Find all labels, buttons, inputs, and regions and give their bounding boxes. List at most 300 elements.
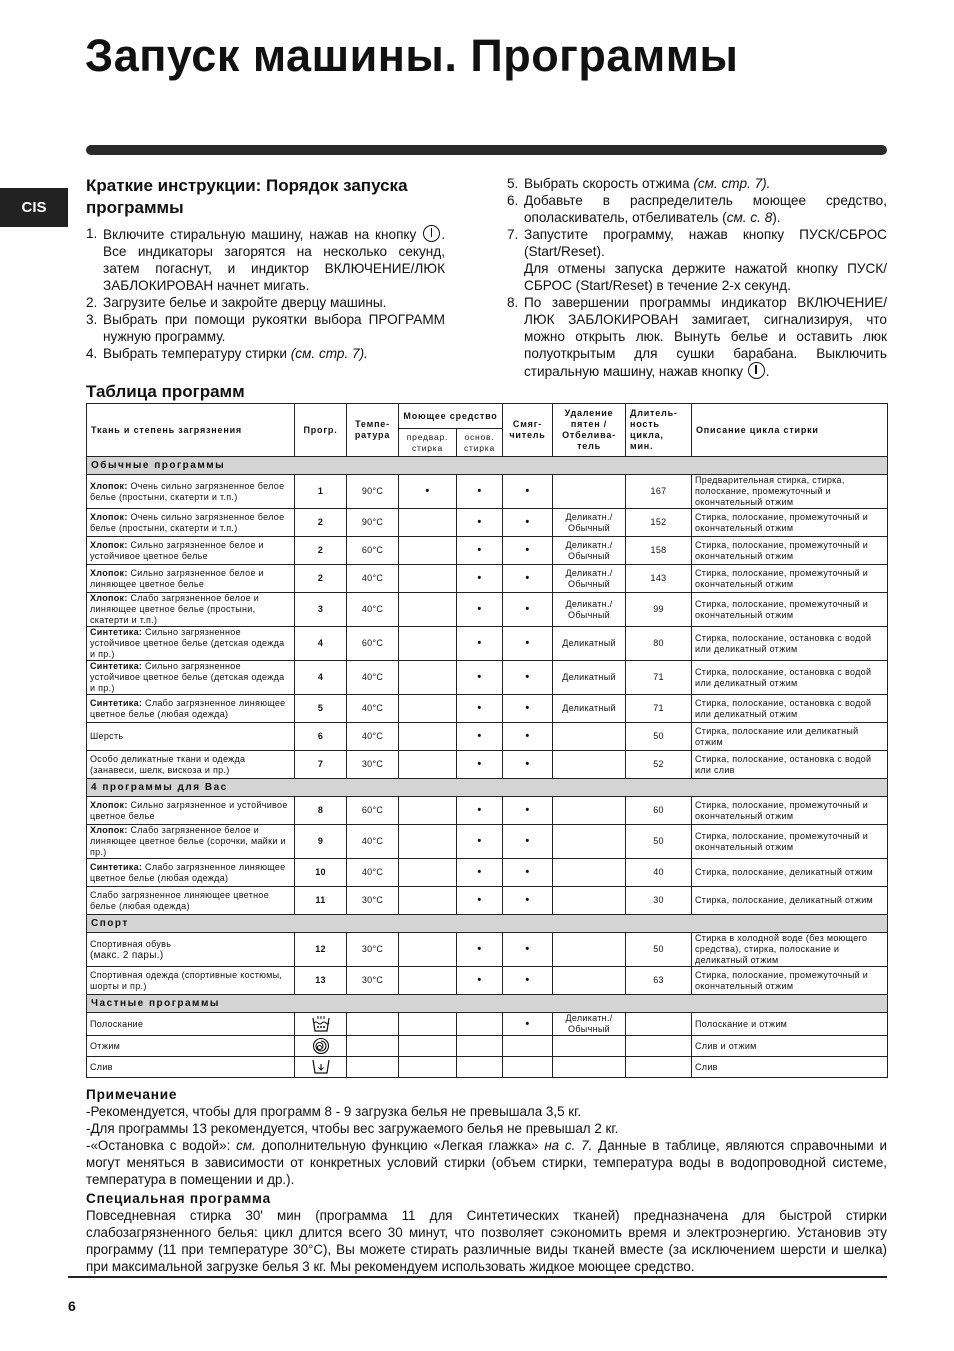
softener-cell: • xyxy=(503,565,553,593)
table-heading: Таблица программ xyxy=(86,382,245,401)
program-cell: 5 xyxy=(295,695,347,723)
spin-icon xyxy=(297,1037,344,1055)
step-5 xyxy=(507,175,887,192)
description-cell: Стирка, полоскание, промежуточный и окончательный отжим xyxy=(692,593,888,627)
mainwash-cell xyxy=(457,1057,503,1078)
prewash-cell xyxy=(399,661,457,695)
fabric-text: Слабо загрязненное белое и линяющее цветное белье (простыни, скатерти и т.п.) xyxy=(90,593,260,625)
table-row xyxy=(87,825,888,859)
fabric-type: Хлопок: xyxy=(90,511,128,522)
temperature-cell: 40°C xyxy=(347,723,399,751)
prewash-cell xyxy=(399,825,457,859)
program-cell: 2 xyxy=(295,509,347,537)
fabric-text: Очень сильно загрязненное белое белье (простыни, скатерти и т.п.) xyxy=(90,480,285,502)
mainwash-cell: • xyxy=(457,859,503,887)
program-cell: 2 xyxy=(295,565,347,593)
table-row xyxy=(87,1036,888,1057)
description-cell: Стирка, полоскание, остановка с водой или деликатный отжим xyxy=(692,627,888,661)
temperature-cell: 60°C xyxy=(347,797,399,825)
description-cell: Стирка, полоскание, промежуточный и окончательный отжим xyxy=(692,797,888,825)
note-line: -Рекомендуется, чтобы для программ 8 - 9 загрузка белья не превышала 3,5 кг. xyxy=(86,1104,582,1119)
step-3 xyxy=(86,311,445,345)
step-text: Загрузите белье и закройте дверцу машины. xyxy=(103,295,387,310)
description-cell: Полоскание и отжим xyxy=(692,1013,888,1036)
description-cell: Слив xyxy=(692,1057,888,1078)
prewash-cell xyxy=(399,751,457,779)
mainwash-cell: • xyxy=(457,509,503,537)
section-title: Частные программы xyxy=(87,995,888,1013)
fabric-cell xyxy=(87,475,295,509)
step-text: Выбрать температуру стирки xyxy=(103,346,287,361)
fabric-type: Хлопок: xyxy=(90,825,128,835)
description-cell: Стирка, полоскание, промежуточный и окончательный отжим xyxy=(692,565,888,593)
temperature-cell: 60°C xyxy=(347,537,399,565)
table-row xyxy=(87,967,888,995)
description-cell: Стирка, полоскание или деликатный отжим xyxy=(692,723,888,751)
program-cell: 4 xyxy=(295,661,347,695)
step-2 xyxy=(86,294,445,311)
prewash-cell xyxy=(399,593,457,627)
col-program: Прогр. xyxy=(295,404,347,457)
stain-removal-cell xyxy=(553,933,626,967)
temperature-cell: 30°C xyxy=(347,967,399,995)
fabric-type: Хлопок: xyxy=(90,480,128,491)
softener-cell: • xyxy=(503,695,553,723)
mainwash-cell xyxy=(457,1013,503,1036)
fabric-cell xyxy=(87,933,295,967)
description-cell: Стирка, полоскание, деликатный отжим xyxy=(692,859,888,887)
stain-removal-cell xyxy=(553,1057,626,1078)
duration-cell: 158 xyxy=(626,537,692,565)
step-text: Включите стиральную машину, нажав на кнопку xyxy=(103,227,417,242)
step-number: 3. xyxy=(86,312,98,327)
description-cell: Стирка, полоскание, промежуточный и окончательный отжим xyxy=(692,537,888,565)
table-row xyxy=(87,661,888,695)
prewash-cell xyxy=(399,859,457,887)
note-text: -«Остановка с водой»: xyxy=(86,1138,231,1153)
fabric-type: Хлопок: xyxy=(90,799,128,810)
table-row xyxy=(87,695,888,723)
section-row xyxy=(87,779,888,797)
stain-removal-cell xyxy=(553,967,626,995)
fabric-text: Слабо загрязненное линяющее цветное белье (любая одежда) xyxy=(90,861,286,883)
col-fabric: Ткань и степень загрязнения xyxy=(87,404,295,457)
duration-cell: 167 xyxy=(626,475,692,509)
mainwash-cell: • xyxy=(457,797,503,825)
softener-cell: • xyxy=(503,797,553,825)
stain-removal-cell: Деликатн./ Обычный xyxy=(553,509,626,537)
fabric-text: Спортивная обувь xyxy=(90,938,172,949)
description-cell: Стирка, полоскание, промежуточный и окончательный отжим xyxy=(692,509,888,537)
mainwash-cell: • xyxy=(457,475,503,509)
drain-icon xyxy=(297,1058,344,1076)
power-icon xyxy=(423,225,440,242)
softener-cell: • xyxy=(503,751,553,779)
prewash-cell xyxy=(399,887,457,915)
table-row xyxy=(87,859,888,887)
mainwash-cell: • xyxy=(457,537,503,565)
table-row xyxy=(87,627,888,661)
notes-section xyxy=(86,1086,887,1275)
col-softener: Смяг-читель xyxy=(503,404,553,457)
step-text: Выбрать скорость отжима xyxy=(524,176,690,191)
softener-cell: • xyxy=(503,1013,553,1036)
stain-removal-cell: Деликатный xyxy=(553,627,626,661)
temperature-cell xyxy=(347,1036,399,1057)
program-cell: 2 xyxy=(295,537,347,565)
description-cell: Предварительная стирка, стирка, полоскание, промежуточный и окончательный отжим xyxy=(692,475,888,509)
mainwash-cell: • xyxy=(457,751,503,779)
softener-cell: • xyxy=(503,593,553,627)
step-text: Добавьте в распределитель моющее средство, ополаскиватель, отбеливатель ( xyxy=(524,193,887,225)
mainwash-cell: • xyxy=(457,593,503,627)
section-title: 4 программы для Вас xyxy=(87,779,888,797)
fabric-text: Слабо загрязненное линяющее цветное белье (любая одежда) xyxy=(90,697,286,719)
fabric-type: Синтетика: xyxy=(90,627,143,637)
mainwash-cell: • xyxy=(457,661,503,695)
fabric-text: Сильно загрязненное и устойчивое цветное белье xyxy=(90,799,288,821)
stain-removal-cell: Деликатный xyxy=(553,661,626,695)
step-number: 2. xyxy=(86,295,98,310)
fabric-cell xyxy=(87,661,295,695)
table-row xyxy=(87,887,888,915)
fabric-text: Слабо загрязненное линяющее цветное белье (любая одежда) xyxy=(90,889,269,911)
quick-instructions-heading: Краткие инструкции: Порядок запуска программы xyxy=(86,176,408,217)
steps-list-right xyxy=(507,175,887,380)
temperature-cell: 40°C xyxy=(347,565,399,593)
duration-cell: 80 xyxy=(626,627,692,661)
fabric-text: Сильно загрязненное белое и линяющее цветное белье xyxy=(90,567,264,589)
rinse-icon xyxy=(297,1015,344,1033)
duration-cell: 71 xyxy=(626,661,692,695)
step-text: ). xyxy=(772,210,781,225)
temperature-cell: 90°C xyxy=(347,509,399,537)
program-cell: 9 xyxy=(295,825,347,859)
duration-cell: 52 xyxy=(626,751,692,779)
prewash-cell xyxy=(399,797,457,825)
section-row xyxy=(87,915,888,933)
fabric-text: Слив xyxy=(90,1061,113,1072)
mainwash-cell: • xyxy=(457,565,503,593)
stain-removal-cell xyxy=(553,859,626,887)
fabric-cell xyxy=(87,593,295,627)
softener-cell: • xyxy=(503,825,553,859)
fabric-cell xyxy=(87,695,295,723)
fabric-type: Синтетика: xyxy=(90,697,143,708)
step-number: 1. xyxy=(86,226,98,241)
note-ref: см. xyxy=(236,1138,256,1153)
duration-cell: 40 xyxy=(626,859,692,887)
fabric-type: Синтетика: xyxy=(90,861,143,872)
softener-cell: • xyxy=(503,887,553,915)
softener-cell: • xyxy=(503,933,553,967)
table-row xyxy=(87,723,888,751)
prewash-cell xyxy=(399,1057,457,1078)
softener-cell: • xyxy=(503,509,553,537)
col-stain-removal: Удаление пятен / Отбелива-тель xyxy=(553,404,626,457)
table-row xyxy=(87,565,888,593)
duration-cell: 50 xyxy=(626,723,692,751)
step-text: . Все индикаторы загорятся на несколько секунд, затем погаснут, и индиктор ВКЛЮЧЕНИЕ/ЛЮК ЗАБЛОКИРОВАН начнет мигать. xyxy=(103,227,445,293)
temperature-cell: 40°C xyxy=(347,859,399,887)
fabric-text: Очень сильно загрязненное белое белье (простыни, скатерти и т.п.) xyxy=(90,511,285,533)
program-cell: 11 xyxy=(295,887,347,915)
special-program-text: Повседневная стирка 30' мин (программа 11 для Синтетических тканей) предназначена для быстрой стирки слабозагрязненного белья: цикл длится всего 30 минут, что позволяет сэкономить время и электроэнергию. Установив эту программу (11 при температуре 30°C), Вы можете стирать различные виды тканей вместе (за исключением шерсти и шелка) при максимальной загрузке белья 3 кг. Мы рекомендуем использовать жидкое моющее средство. xyxy=(86,1208,887,1274)
footer-rule xyxy=(68,1276,887,1278)
description-cell: Стирка, полоскание, деликатный отжим xyxy=(692,887,888,915)
temperature-cell: 90°C xyxy=(347,475,399,509)
fabric-type: Хлопок: xyxy=(90,539,128,550)
col-prewash: предвар. стирка xyxy=(399,429,457,457)
fabric-cell xyxy=(87,565,295,593)
fabric-text: Спортивная одежда (спортивные костюмы, шорты и пр.) xyxy=(90,969,283,991)
step-number: 7. xyxy=(507,227,519,242)
prewash-cell xyxy=(399,627,457,661)
temperature-cell: 60°C xyxy=(347,627,399,661)
note-line: -Для программы 13 рекомендуется, чтобы вес загружаемого белья не превышал 2 кг. xyxy=(86,1121,619,1136)
note-text: дополнительную функцию «Легкая глажка» xyxy=(261,1138,539,1153)
stain-removal-cell: Деликатн./ Обычный xyxy=(553,1013,626,1036)
softener-cell: • xyxy=(503,859,553,887)
table-row xyxy=(87,797,888,825)
section-title: Спорт xyxy=(87,915,888,933)
duration-cell xyxy=(626,1013,692,1036)
col-description: Описание цикла стирки xyxy=(692,404,888,457)
fabric-cell xyxy=(87,1057,295,1078)
col-mainwash: основ. стирка xyxy=(457,429,503,457)
power-icon xyxy=(748,362,765,379)
prewash-cell xyxy=(399,967,457,995)
fabric-cell xyxy=(87,1013,295,1036)
description-cell: Слив и отжим xyxy=(692,1036,888,1057)
fabric-cell xyxy=(87,751,295,779)
fabric-type: Хлопок: xyxy=(90,567,128,578)
step-text: Выбрать при помощи рукоятки выбора ПРОГРАММ нужную программу. xyxy=(103,312,445,344)
temperature-cell: 40°C xyxy=(347,661,399,695)
table-row xyxy=(87,1057,888,1078)
fabric-text: Сильно загрязненное устойчивое цветное белье (детская одежда и пр.) xyxy=(90,627,285,659)
stain-removal-cell: Деликатн./ Обычный xyxy=(553,565,626,593)
duration-cell: 50 xyxy=(626,933,692,967)
stain-removal-cell xyxy=(553,751,626,779)
mainwash-cell: • xyxy=(457,887,503,915)
programs-table xyxy=(86,403,888,1078)
fabric-text: Сильно загрязненное белое и устойчивое цветное белье xyxy=(90,539,264,561)
temperature-cell: 30°C xyxy=(347,933,399,967)
program-cell xyxy=(295,1013,347,1036)
col-temperature: Темпе-ратура xyxy=(347,404,399,457)
duration-cell: 143 xyxy=(626,565,692,593)
stain-removal-cell xyxy=(553,825,626,859)
step-text: . xyxy=(765,364,770,379)
step-7 xyxy=(507,226,887,294)
step-text: Запустите программу, нажав кнопку ПУСК/СБРОС (Start/Reset). xyxy=(524,227,887,259)
note-text: Данные в таблице, являются справочными и могут меняться в зависимости от конкретных условий стирки (объем стирки, температура воды в водопроводной системе, температура в помещении и др.). xyxy=(86,1138,887,1187)
temperature-cell xyxy=(347,1057,399,1078)
page-reference: (см. стр. 7). xyxy=(693,176,771,191)
program-cell xyxy=(295,1057,347,1078)
mainwash-cell: • xyxy=(457,723,503,751)
duration-cell: 30 xyxy=(626,887,692,915)
fabric-cell xyxy=(87,723,295,751)
softener-cell: • xyxy=(503,723,553,751)
stain-removal-cell xyxy=(553,1036,626,1057)
description-cell: Стирка, полоскание, остановка с водой или деликатный отжим xyxy=(692,695,888,723)
page-number: 6 xyxy=(68,1298,76,1314)
step-number: 5. xyxy=(507,176,519,191)
notes-heading: Примечание xyxy=(86,1087,178,1102)
header-rule xyxy=(86,145,887,155)
prewash-cell xyxy=(399,1036,457,1057)
stain-removal-cell: Деликатн./ Обычный xyxy=(553,593,626,627)
mainwash-cell xyxy=(457,1036,503,1057)
description-cell: Стирка, полоскание, промежуточный и окончательный отжим xyxy=(692,825,888,859)
fabric-text: Слабо загрязненное белое и линяющее цветное белье (сорочки, майки и пр.) xyxy=(90,825,286,857)
section-row xyxy=(87,457,888,475)
duration-cell: 99 xyxy=(626,593,692,627)
special-program-heading: Специальная программа xyxy=(86,1191,271,1206)
prewash-cell xyxy=(399,565,457,593)
fabric-cell xyxy=(87,825,295,859)
temperature-cell xyxy=(347,1013,399,1036)
program-cell: 4 xyxy=(295,627,347,661)
fabric-cell xyxy=(87,509,295,537)
section-title: Обычные программы xyxy=(87,457,888,475)
duration-cell: 60 xyxy=(626,797,692,825)
stain-removal-cell xyxy=(553,887,626,915)
duration-cell: 152 xyxy=(626,509,692,537)
temperature-cell: 30°C xyxy=(347,751,399,779)
section-row xyxy=(87,995,888,1013)
steps-list-left xyxy=(86,225,445,362)
table-row xyxy=(87,1013,888,1036)
duration-cell xyxy=(626,1057,692,1078)
program-cell: 8 xyxy=(295,797,347,825)
mainwash-cell: • xyxy=(457,967,503,995)
table-row xyxy=(87,475,888,509)
softener-cell xyxy=(503,1057,553,1078)
stain-removal-cell: Деликатн./ Обычный xyxy=(553,537,626,565)
page-title: Запуск машины. Программы xyxy=(85,30,739,81)
note-ref: на с. 7. xyxy=(544,1138,593,1153)
program-cell: 1 xyxy=(295,475,347,509)
softener-cell: • xyxy=(503,967,553,995)
fabric-note: (макс. 2 пары.) xyxy=(90,949,164,961)
duration-cell: 71 xyxy=(626,695,692,723)
softener-cell: • xyxy=(503,537,553,565)
step-1 xyxy=(86,225,445,294)
mainwash-cell: • xyxy=(457,627,503,661)
temperature-cell: 30°C xyxy=(347,887,399,915)
mainwash-cell: • xyxy=(457,933,503,967)
description-cell: Стирка, полоскание, остановка с водой или слив xyxy=(692,751,888,779)
step-number: 6. xyxy=(507,193,519,208)
fabric-type: Синтетика: xyxy=(90,661,143,671)
fabric-text: Сильно загрязненное устойчивое цветное белье (детская одежда и пр.) xyxy=(90,661,285,693)
description-cell: Стирка, полоскание, остановка с водой или деликатный отжим xyxy=(692,661,888,695)
duration-cell: 50 xyxy=(626,825,692,859)
table-row xyxy=(87,751,888,779)
program-cell: 7 xyxy=(295,751,347,779)
temperature-cell: 40°C xyxy=(347,825,399,859)
softener-cell: • xyxy=(503,661,553,695)
prewash-cell xyxy=(399,723,457,751)
step-text: Для отмены запуска держите нажатой кнопку ПУСК/СБРОС (Start/Reset) в течение 2-х секунд. xyxy=(524,261,887,293)
softener-cell: • xyxy=(503,475,553,509)
temperature-cell: 40°C xyxy=(347,593,399,627)
duration-cell: 63 xyxy=(626,967,692,995)
stain-removal-cell xyxy=(553,797,626,825)
fabric-cell xyxy=(87,859,295,887)
fabric-cell xyxy=(87,797,295,825)
prewash-cell xyxy=(399,695,457,723)
stain-removal-cell xyxy=(553,723,626,751)
fabric-text: Полоскание xyxy=(90,1018,144,1029)
program-cell xyxy=(295,1036,347,1057)
table-row xyxy=(87,537,888,565)
prewash-cell xyxy=(399,1013,457,1036)
fabric-cell xyxy=(87,967,295,995)
col-duration: Длитель-ность цикла, мин. xyxy=(626,404,692,457)
step-number: 8. xyxy=(507,295,519,310)
stain-removal-cell: Деликатный xyxy=(553,695,626,723)
prewash-cell xyxy=(399,537,457,565)
stain-removal-cell xyxy=(553,475,626,509)
prewash-cell: • xyxy=(399,475,457,509)
step-text: По завершении программы индикатор ВКЛЮЧЕНИЕ/ЛЮК ЗАБЛОКИРОВАН замигает, сигнализируя, что можно открыть люк. Вынуть белье и оставить люк полуоткрытым для сушки барабана. Выключить стиральную машину, нажав кнопку xyxy=(524,295,887,379)
fabric-text: Особо деликатные ткани и одежда (занавеси, шелк, вискоза и пр.) xyxy=(90,753,246,775)
softener-cell xyxy=(503,1036,553,1057)
table-row xyxy=(87,933,888,967)
programs-table-body xyxy=(87,457,888,1078)
program-cell: 13 xyxy=(295,967,347,995)
program-cell: 3 xyxy=(295,593,347,627)
table-row xyxy=(87,509,888,537)
language-tab: CIS xyxy=(0,188,68,227)
step-8 xyxy=(507,294,887,380)
fabric-type: Хлопок: xyxy=(90,593,128,603)
fabric-text: Шерсть xyxy=(90,731,124,741)
quick-instructions-right xyxy=(507,175,887,380)
program-cell: 12 xyxy=(295,933,347,967)
fabric-cell xyxy=(87,627,295,661)
quick-instructions-left xyxy=(86,175,445,362)
fabric-cell xyxy=(87,887,295,915)
temperature-cell: 40°C xyxy=(347,695,399,723)
fabric-cell xyxy=(87,537,295,565)
step-4 xyxy=(86,345,445,362)
prewash-cell xyxy=(399,933,457,967)
fabric-text: Отжим xyxy=(90,1040,121,1051)
mainwash-cell: • xyxy=(457,825,503,859)
fabric-cell xyxy=(87,1036,295,1057)
step-6 xyxy=(507,192,887,226)
description-cell: Стирка, полоскание, промежуточный и окончательный отжим xyxy=(692,967,888,995)
description-cell: Стирка в холодной воде (без моющего средства), стирка, полоскание и деликатный отжим xyxy=(692,933,888,967)
col-detergent: Моющее средство xyxy=(399,404,503,429)
duration-cell xyxy=(626,1036,692,1057)
note-line xyxy=(86,1137,887,1188)
program-cell: 10 xyxy=(295,859,347,887)
prewash-cell xyxy=(399,509,457,537)
softener-cell: • xyxy=(503,627,553,661)
table-row xyxy=(87,593,888,627)
program-cell: 6 xyxy=(295,723,347,751)
step-number: 4. xyxy=(86,346,98,361)
page-reference: (см. стр. 7). xyxy=(290,346,368,361)
page-reference: см. с. 8 xyxy=(726,210,773,225)
mainwash-cell: • xyxy=(457,695,503,723)
